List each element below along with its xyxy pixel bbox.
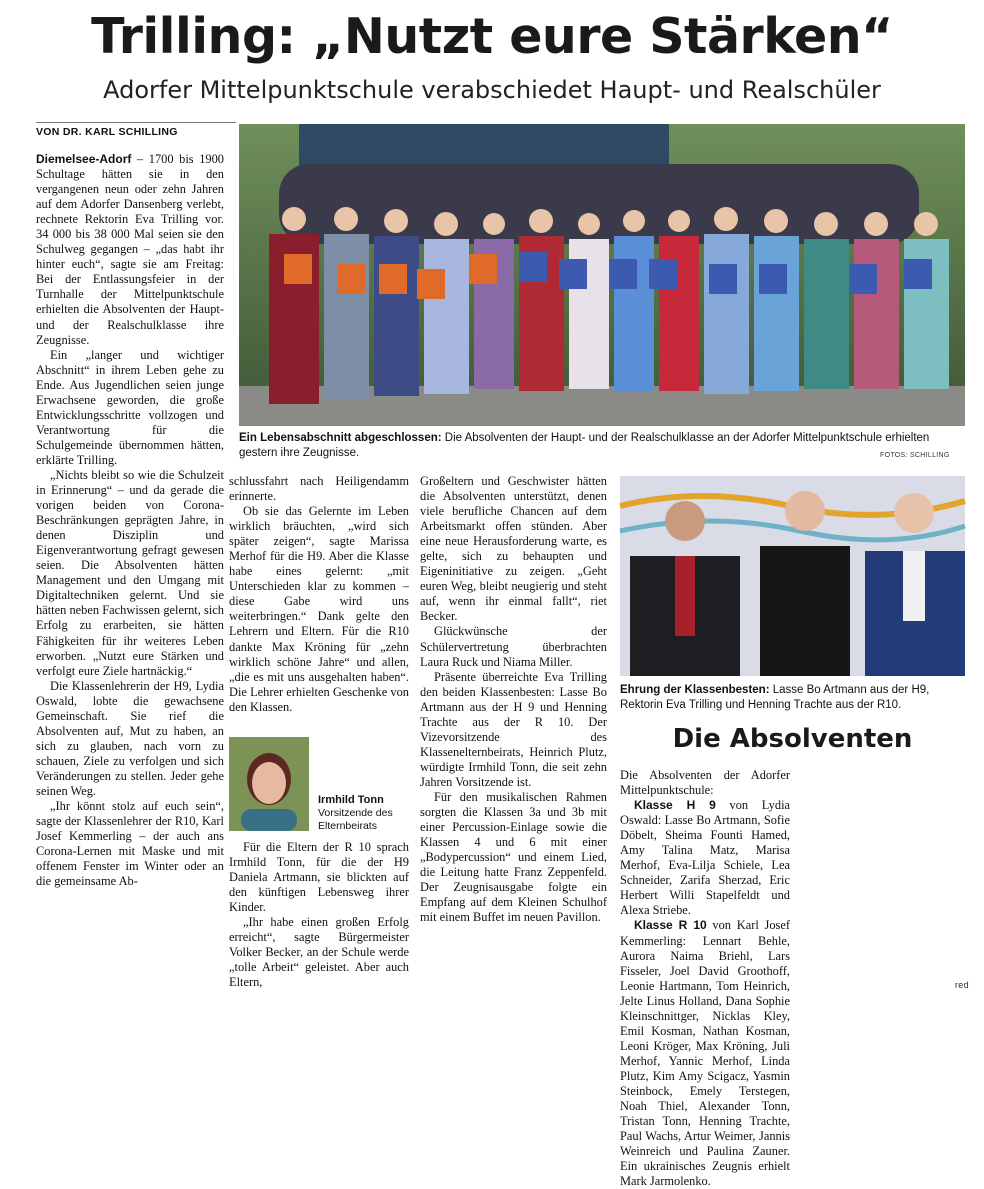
paragraph: Die Klassenlehrerin der H9, Lydia Oswald, lobte die gewachsene Gemeinschaft. Sie rief die Absolventen auf, Mut zu haben, an sich zu glauben, nach vorn zu schauen, Ziele zu verfolgen und sich Veränderungen zu stellen. Jeder gehe seinen Weg. xyxy=(36,678,224,798)
paragraph: Glückwünsche der Schülervertretung überbrachten Laura Ruck und Niama Miller. xyxy=(420,624,607,669)
paragraph: schlussfahrt nach Heiligendamm erinnerte. xyxy=(229,474,409,504)
caption-bold: Ein Lebensabschnitt abgeschlossen: xyxy=(239,432,442,444)
article-column-3 xyxy=(420,474,607,925)
signoff: red xyxy=(955,980,969,990)
paragraph: „Ihr habe einen großen Erfolg erreicht“, sagte Bürgermeister Volker Becker, an der Schule werde „tolle Arbeit“ geleistet. Aber auch Eltern, xyxy=(229,915,409,990)
class-h9 xyxy=(620,798,790,918)
award-photo xyxy=(620,476,965,676)
class-r10-names: von Karl Josef Kemmerling: Lennart Behle, Aurora Naima Briehl, Lars Fisseler, Joel David Groothoff, Leonie Hartmann, Tom Heinrich, Jelte Linus Holland, Dana Sophie Kleinschnittger, Nicklas Kley, Emil Kosman, Nathan Kosman, Leoni Kröger, Max Kröning, Juli Merhof, Yannic Merhof, Linda Plutz, Kim Amy Scigacz, Yasmin Steinbock, Emely Terstegen, Noah Thiel, Alexander Tonn, Tristan Tonn, Henning Trachte, Paul Wachs, Artur Weimer, Jannis Weinreich und Paulina Zauner. Ein ukrainisches Zeugnis erhielt Mark Jarmolenko. xyxy=(620,918,790,1189)
paragraph: „Ihr könnt stolz auf euch sein“, sagte der Klassenlehrer der R10, Karl Josef Kemmerling – der auch ans Corona-Lernen mit Maske und mit offenem Fenster im Winter oder an die gemeinsame Ab- xyxy=(36,799,224,889)
portrait-photo xyxy=(229,737,309,831)
award-photo-illustration xyxy=(620,476,965,676)
caption-text: Die Absolventen der Haupt- und der Realschulklasse an der Adorfer Mittelpunktschule erhielten gestern ihre Zeugnisse. xyxy=(239,432,930,459)
article-column-2-bottom xyxy=(229,840,409,990)
headline: Trilling: „Nutzt eure Stärken“ xyxy=(91,8,893,65)
subheadline: Adorfer Mittelpunktschule verabschiedet Haupt- und Realschüler xyxy=(103,76,881,104)
paragraph: Ob sie das Gelernte im Leben wirklich bräuchten, „wird sich später zeigen“, sagte Marissa Merhof für die H9. Aber die Klasse habe eines gelernt: „mit Unterschieden klar zu kommen – diese Gabe wird uns weiterbringen.“ Dank gelte den Lehrern und Eltern. Für die R10 dankte Max Kröning für „zehn wirklich schöne Jahre“ und allen, „die es mit uns ausgehalten haben“. Die Lehrer erhielten Geschenke von den Klassen. xyxy=(229,504,409,714)
main-photo xyxy=(239,124,965,426)
portrait-role: Vorsitzende des Elternbeirats xyxy=(318,807,393,832)
caption-text: Lasse Bo Artmann aus der H9, Rektorin Eva Trilling und Henning Trachte aus der R10. xyxy=(620,684,930,711)
article-column-1 xyxy=(36,152,224,889)
lead-paragraph xyxy=(36,152,224,348)
portrait-illustration xyxy=(229,737,309,831)
paragraph: Für den musikalischen Rahmen sorgten die Klassen 3a und 3b mit einer Percussion-Einlage sowie die Klassen 4 und 6 mit einer „Bodypercussion“ und einem Lied, die Leitung hatte Franz Zeppenfeld. Der Zeugnisausgabe folgte ein Empfang auf dem Kleinen Schulhof mit einem Buffet im neuen Pavillon. xyxy=(420,789,607,925)
photo-credit: FOTOS: SCHILLING xyxy=(880,452,950,459)
caption-bold: Ehrung der Klassenbesten: xyxy=(620,684,770,696)
paragraph: „Nichts bleibt so wie die Schulzeit in Erinnerung“ – und da gerade die vorigen beiden von Corona-Beschränkungen geprägten Jahre, in denen Disziplin und Eigenverantwortung gefragt gewesen seien. Die Absolventen hätten Management und den Umgang mit Digitaltechniken gelernt. Und sie hätten neben Fachwissen gelernt, sich Erfolg zu erarbeiten, sie hätten Fähigkeiten für ihr weiteres Leben erworben. „Nutzt eure Stärken und verfolgt eure Ziele hartnäckig.“ xyxy=(36,467,224,678)
main-photo-caption xyxy=(239,431,965,460)
lead-text: – 1700 bis 1900 Schultage hätten sie in den vergangenen neun oder zehn Jahren auf dem Adorfer Dansenberg verlebt, rechnete Rektorin Eva Trilling vor. 34 000 bis 38 000 Mal seien sie den Schulweg gegangen – „das habt ihr hinter euch“, sagte sie am Freitag: Bei der Entlassungsfeier in der Turnhalle der Mittelpunktschule erhielten die Absolventen der Haupt- und der Realschulklasse ihre Zeugnisse. xyxy=(36,152,224,347)
graduates-column-1 xyxy=(620,768,791,1189)
portrait-caption xyxy=(318,794,414,833)
dateline: Diemelsee-Adorf xyxy=(36,152,132,166)
paragraph: Für die Eltern der R 10 sprach Irmhild Tonn, für die der H9 Daniela Artmann, sie blickten auf den künftigen Lebensweg ihrer Kinder. xyxy=(229,840,409,915)
class-h9-names: von Lydia Oswald: Lasse Bo Artmann, Sofie Döbelt, Sheima Founti Hamed, Amy Talina Matz, Marisa Merhof, Eva-Lilja Schiele, Lea Schneider, Zarifa Sherzad, Eric Herbert Willi Stapelfeldt und Alexa Striebe. xyxy=(620,798,791,918)
group-photo-illustration xyxy=(239,124,965,426)
class-h9-label: Klasse H 9 xyxy=(634,798,716,813)
graduates-intro: Die Absolventen der Adorfer Mittelpunktschule: xyxy=(620,768,790,798)
paragraph: Präsente überreichte Eva Trilling den beiden Klassenbesten: Lasse Bo Artmann aus der H 9 und Henning Trachte aus der R 10. Der Vizevorsitzende des Klassenelternbeirats, Heinrich Plutz, würdigte Irmhild Tonn, die seit zehn Jahren Vorsitzende ist. xyxy=(420,669,607,789)
class-r10-label: Klasse R 10 xyxy=(634,918,707,933)
article-column-2 xyxy=(229,474,409,715)
paragraph: Ein „langer und wichtiger Abschnitt“ in ihrem Leben gehe zu Ende. Aus Jugendlichen seien junge Erwachsene geworden, die große Entwicklungsschritte vollzogen und Verantwortung für die Schulgemeinde übernommen hätten, erklärte Trilling. xyxy=(36,347,224,467)
paragraph: Großeltern und Geschwister hätten die Absolventen unterstützt, denen viele berufliche Chancen auf dem Arbeitsmarkt offen stünden. Aber eine neue Herausforderung warte, es gelte, sich zu behaupten und Eigeninitiative zu zeigen. „Geht euren Weg, bleibt neugierig und steht auf, wenn ihr einmal fallt“, riet Becker. xyxy=(420,474,607,624)
class-r10 xyxy=(620,918,790,1189)
portrait-name: Irmhild Tonn xyxy=(318,794,384,806)
graduates-title: Die Absolventen xyxy=(672,724,913,754)
byline: VON DR. KARL SCHILLING xyxy=(36,122,236,138)
award-photo-caption xyxy=(620,683,965,712)
